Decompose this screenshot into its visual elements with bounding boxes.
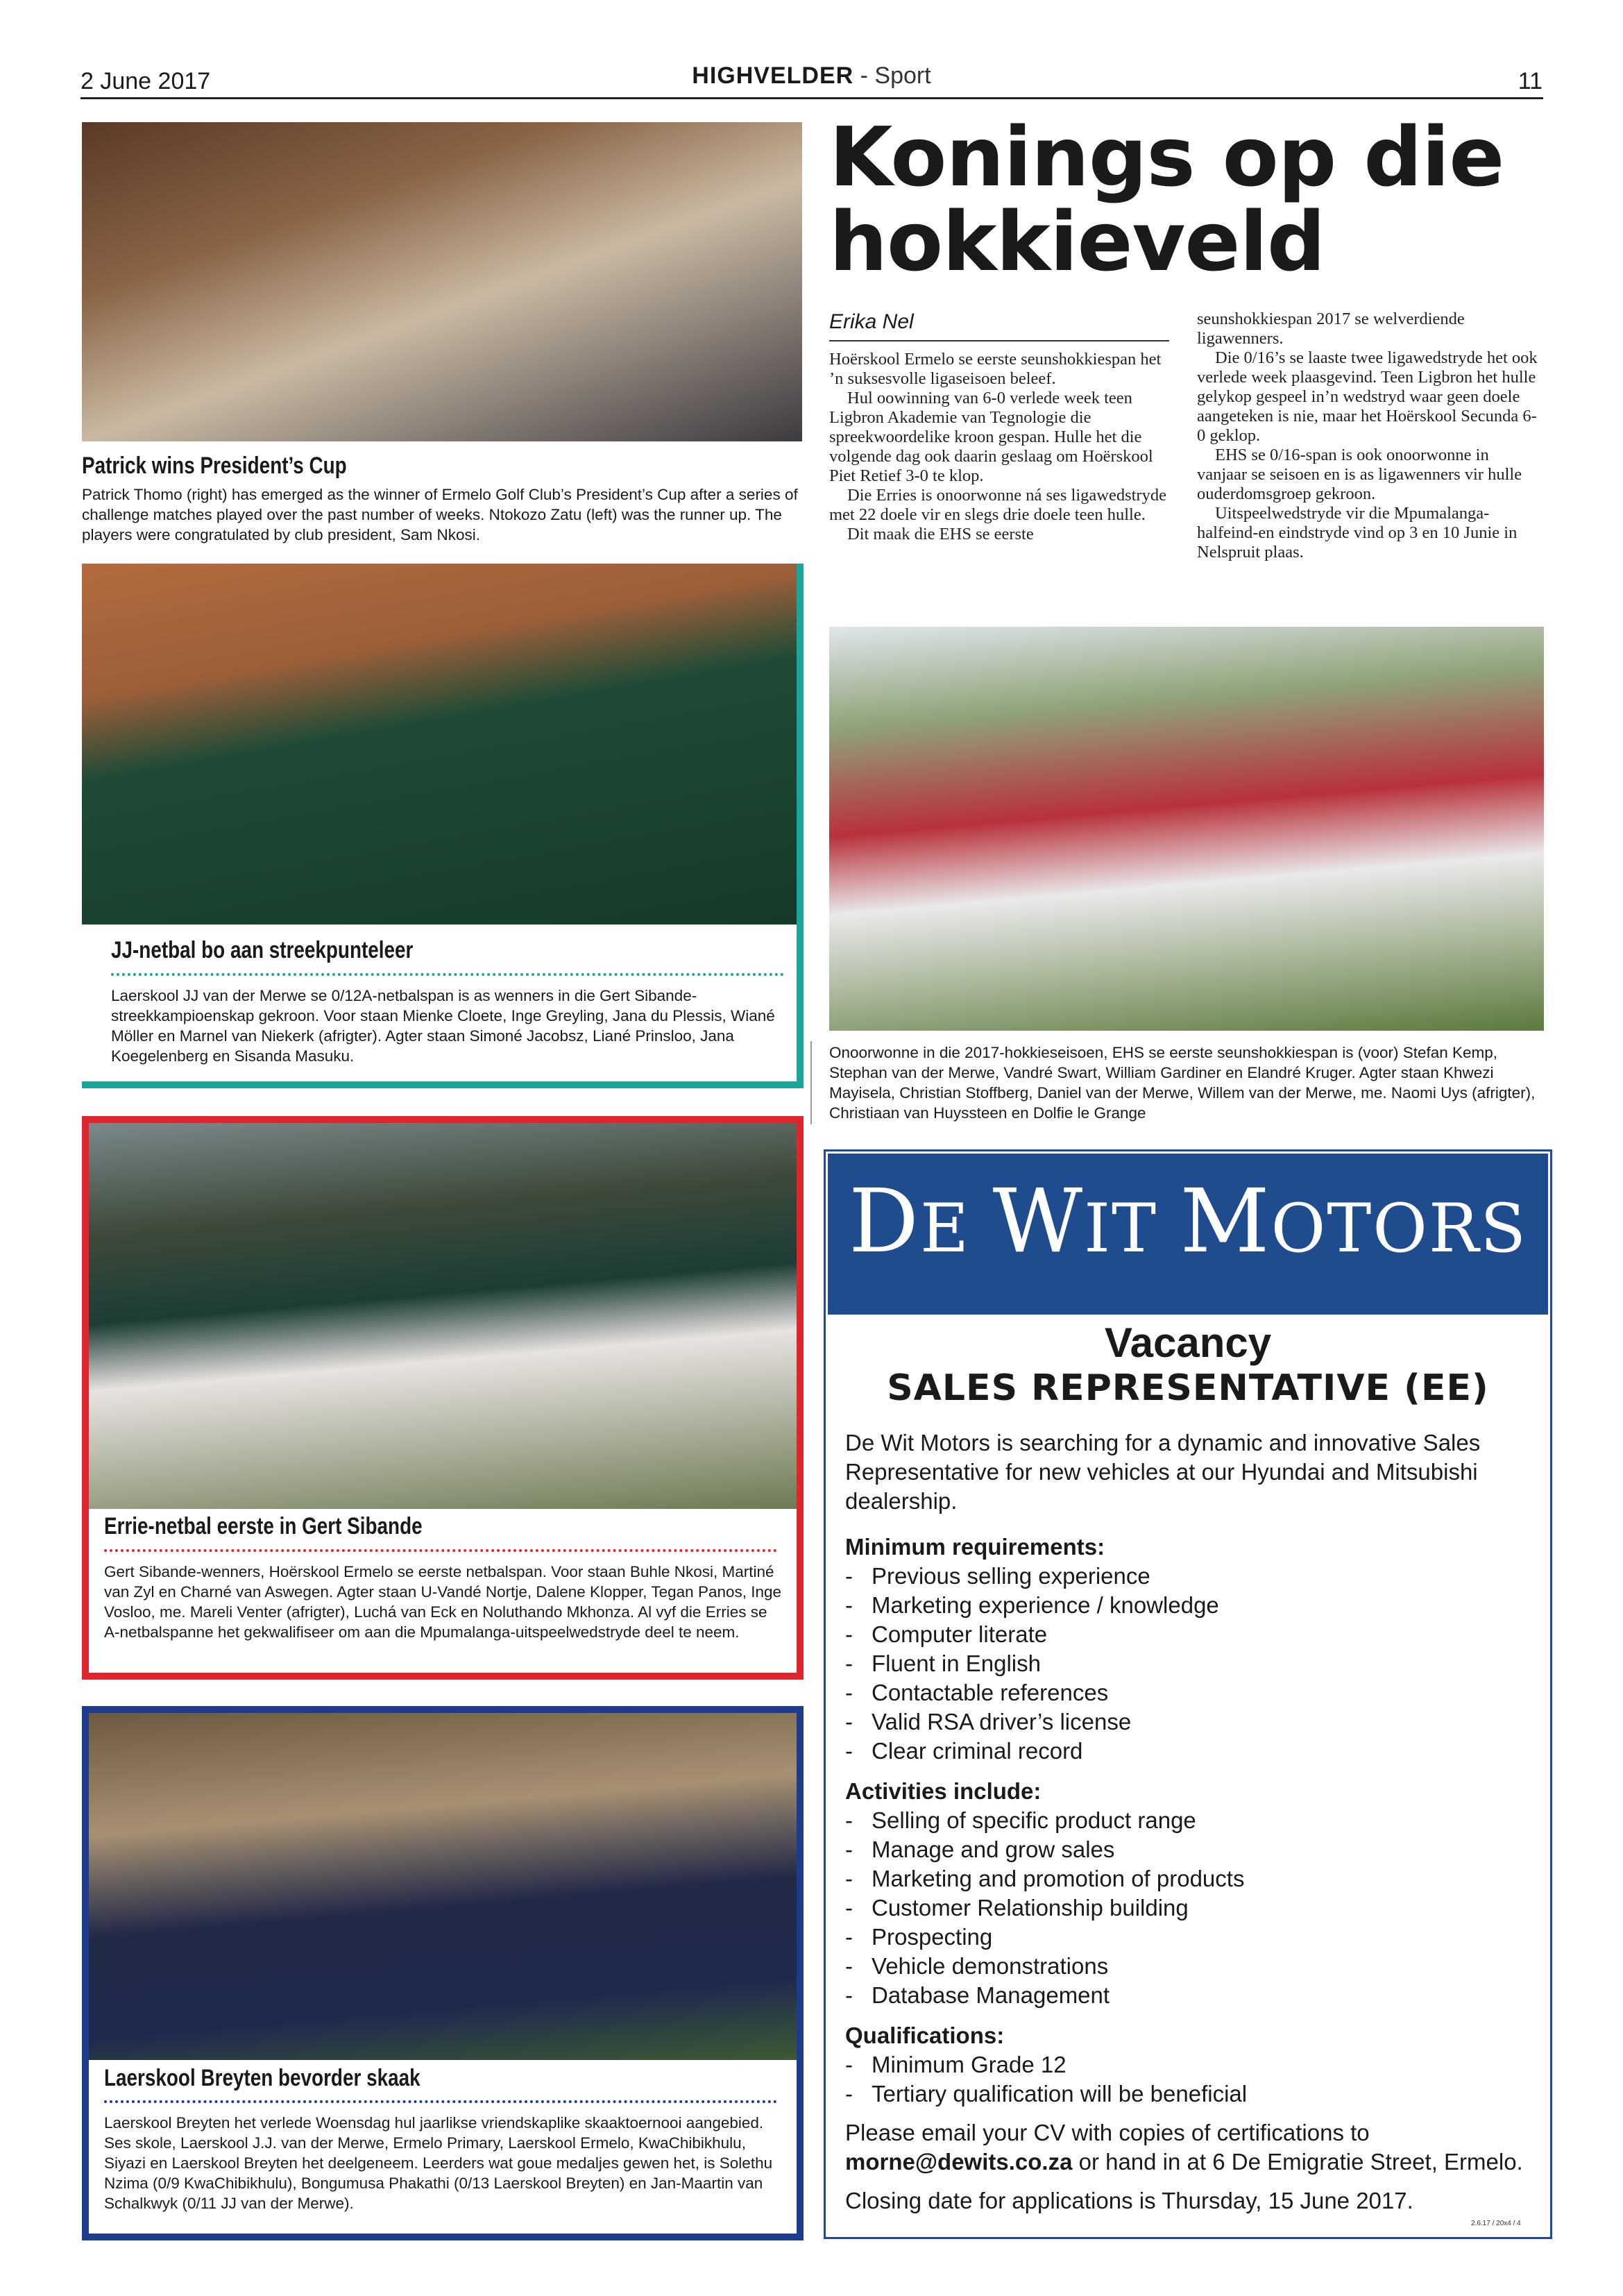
chess-caption: Laerskool Breyten het verlede Woensdag hul jaarlikse vriendskaplike skaaktoernooi aangebied. Ses skole, Laerskool J.J. van der Merwe, Ermelo Primary, Laerskool Ermelo, KwaChibikhulu, Siyazi en Laerskool Breyten het deelgeneem. Leerders wat goue medaljes gewen het, is Solethu Nzima (0/9 KwaChibikhulu), Bongumusa Phakathi (0/13 Laerskool Breyten) en Jan-Maartin van Schalkwyk (0/11 JJ van der Merwe). [104,2114,773,2212]
jj-caption: Laerskool JJ van der Merwe se 0/12A-netbalspan is as wenners in die Gert Sibande-streekkampioenskap gekroon. Voor staan Mienke Cloete, Inge Greyling, Jana du Plessis, Wiané Möller en Marnel van Niekerk (afrigter). Agter staan Simoné Jacobsz, Liané Prinsloo, Jana Koegelenberg en Sisanda Masuku. [111,987,775,1065]
ad-code: 2.6.17 / 20x4 / 4 [1471,2220,1521,2227]
list-item: - Selling of specific product range [845,1806,1532,1835]
article-paragraph: EHS se 0/16-span is ook onoorwonne in vanjaar se seisoen en is as ligawenners vir hulle ouderdomsgroep gekroon. [1197,446,1522,503]
section-name: - Sport [853,62,931,89]
golf-title: Patrick wins President’s Cup [82,453,347,479]
activities-block [845,1777,1532,2010]
email-link[interactable]: morne@dewits.co.za [845,2149,1073,2175]
requirements-block [845,1533,1532,1766]
ad-intro: De Wit Motors is searching for a dynamic and innovative Sales Representative for new vehicles at our Hyundai and Mitsubishi dealership. [845,1430,1481,1514]
errie-title: Errie-netbal eerste in Gert Sibande [104,1513,423,1539]
chess-photo [89,1713,797,2060]
list-item: - Clear criminal record [845,1737,1532,1766]
article-col-2 [1197,310,1540,562]
article-paragraph: Hul oowinning van 6-0 verlede week teen Ligbron Akademie van Tegnologie die spreekwoordelike kroon gespan. Hulle het die volgende dag ook daarin geslaag om Hoërskool Piet Retief 3-0 te klop. [829,389,1153,485]
page-number: 11 [1518,68,1543,94]
apply-text: Please email your CV with copies of certifications to [845,2120,1370,2145]
article-col-1 [829,350,1169,544]
list-item: - Computer literate [845,1620,1532,1649]
errie-caption: Gert Sibande-wenners, Hoërskool Ermelo se eerste netbalspan. Voor staan Buhle Nkosi, Martiné van Zyl en Charné van Aswegen. Agter staan U-Vandé Nortje, Dalene Klopper, Tegan Panos, Inge Vosloo, me. Mareli Venter (afrigter), Luchá van Eck en Noluthando Mkhonza. Al vyf die Erries se A-netbalspanne het gekwalifiseer om aan die Mpumalanga-uitspeelwedstryde deel te neem. [104,1563,782,1641]
byline: Erika Nel [829,310,914,333]
hockey-headline [829,109,1551,289]
errie-photo [89,1123,797,1509]
byline-rule [829,340,1169,341]
qualifications-list [845,2050,1532,2109]
vacancy-heading: Vacancy [1104,1319,1272,1366]
golf-photo [82,122,802,441]
activities-heading: Activities include: [845,1778,1042,1804]
list-item: - Database Management [845,1981,1532,2010]
list-item: - Contactable references [845,1678,1532,1707]
headline-line-2: hokkieveld [829,194,1325,289]
brand-logo: DE WIT MOTORS [848,1170,1528,1272]
list-item: - Marketing experience / knowledge [845,1591,1532,1620]
column-divider [810,1041,812,1124]
paper-name: HIGHVELDER [692,62,854,89]
article-paragraph: seunshokkiespan 2017 se welverdiende ligawenners. [1197,310,1465,348]
apply-text-suffix: or hand in at 6 De Emigratie Street, Ermelo. [1072,2149,1523,2175]
list-item: - Vehicle demonstrations [845,1952,1532,1981]
jj-dots [111,973,784,976]
article-paragraph: Die 0/16’s se laaste twee ligawedstryde het ook verlede week plaasgevind. Teen Ligbron het hulle gelykop gespeel in’n wedstryd waar geen doele aangeteken is nie, maar het Hoërskool Secunda 6-0 geklop. [1197,348,1538,445]
list-item: - Customer Relationship building [845,1893,1532,1923]
list-item: - Tertiary qualification will be beneficial [845,2079,1532,2109]
headline-line-1: Konings op die [829,109,1504,205]
list-item: - Minimum Grade 12 [845,2050,1532,2079]
requirements-heading: Minimum requirements: [845,1534,1105,1560]
article-paragraph: Die Erries is onoorwonne ná ses ligawedstryde met 22 doele vir en slegs drie doele teen hulle. [829,486,1166,524]
list-item: - Marketing and promotion of products [845,1864,1532,1893]
article-paragraph: Hoërskool Ermelo se eerste seunshokkiespan het ’n suksesvolle ligaseisoen beleef. [829,350,1162,388]
article-paragraph: Uitspeelwedstryde vir die Mpumalanga-halfeind-en eindstryde vind op 3 en 10 Junie in Nelspruit plaas. [1197,504,1518,562]
chess-title: Laerskool Breyten bevorder skaak [104,2065,420,2091]
list-item: - Prospecting [845,1923,1532,1952]
golf-caption: Patrick Thomo (right) has emerged as the winner of Ermelo Golf Club’s President’s Cup after a series of challenge matches played over the past number of weeks. Ntokozo Zatu (left) was the runner up. The players were congratulated by club president, Sam Nkosi. [82,486,798,543]
role-heading: SALES REPRESENTATIVE (EE) [887,1367,1489,1409]
errie-dots [104,1549,777,1552]
jj-photo [82,564,797,925]
list-item: - Previous selling experience [845,1562,1532,1591]
qualifications-heading: Qualifications: [845,2023,1005,2048]
activities-list [845,1806,1532,2010]
list-item: - Fluent in English [845,1649,1532,1678]
list-item: - Manage and grow sales [845,1835,1532,1864]
requirements-list [845,1562,1532,1766]
chess-dots [104,2100,777,2103]
hockey-caption: Onoorwonne in die 2017-hokkieseisoen, EHS se eerste seunshokkiespan is (voor) Stefan Kemp, Stephan van der Merwe, Vandré Swart, William Gardiner en Elandré Kruger. Agter staan Khwezi Mayisela, Christian Stoffberg, Daniel van der Merwe, Willem van der Merwe, me. Naomi Uys (afrigter), Christiaan van Huyssteen en Dolfie le Grange [829,1044,1536,1122]
closing-date: Closing date for applications is Thursday, 15 June 2017. [845,2188,1413,2213]
article-paragraph: Dit maak die EHS se eerste [847,525,1034,543]
header-rule [80,97,1543,99]
hockey-photo [829,627,1544,1031]
issue-date: 2 June 2017 [80,68,211,94]
apply-instructions [845,2118,1532,2177]
qualifications-block [845,2021,1532,2109]
jj-title: JJ-netbal bo aan streekpunteleer [111,937,414,963]
list-item: - Valid RSA driver’s license [845,1707,1532,1737]
masthead [0,62,1623,90]
